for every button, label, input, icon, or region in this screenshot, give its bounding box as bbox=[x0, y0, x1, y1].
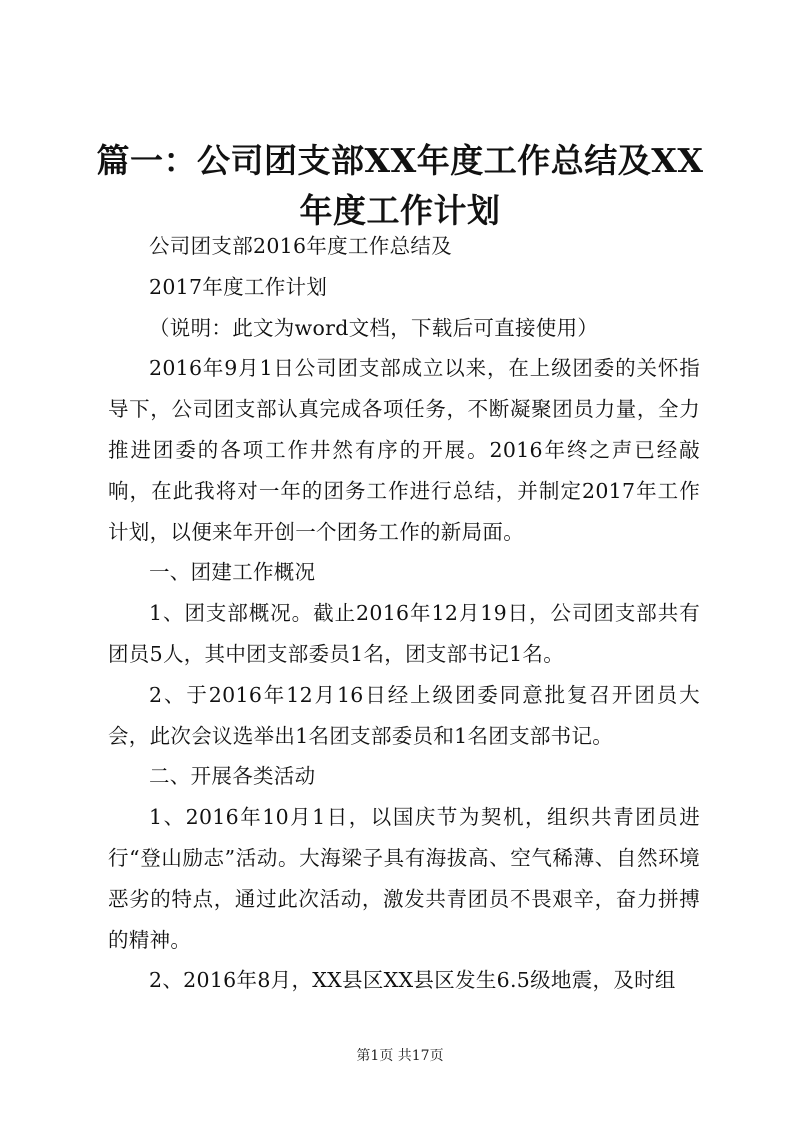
body-paragraph: 2、2016年8月，XX县区XX县区发生6.5级地震，及时组 bbox=[149, 968, 676, 993]
section-heading: 二、开展各类活动 bbox=[149, 764, 316, 789]
body-paragraph: （说明：此文为word文档，下载后可直接使用） bbox=[149, 315, 599, 340]
page-footer: 第1页 共17页 bbox=[356, 1048, 444, 1064]
document-title: 篇一：公司团支部XX年度工作总结及XX年度工作计划 bbox=[96, 141, 704, 230]
body-paragraph: 2016年9月1日公司团支部成立以来，在上级团委的关怀指导下，公司团支部认真完成各项任务，不断凝聚团员力量，全力推进团委的各项工作井然有序的开展。2016年终之声已经敲响，在此我将对一年的团务工作进行总结，并制定2017年工作计划，以便来年开创一个团务工作的新局面。 bbox=[108, 356, 700, 544]
document-body bbox=[108, 226, 700, 1001]
body-paragraph: 公司团支部2016年度工作总结及 bbox=[149, 234, 452, 258]
body-paragraph: 1、团支部概况。截止2016年12月19日，公司团支部共有团员5人，其中团支部委员1名，团支部书记1名。 bbox=[108, 601, 700, 666]
body-paragraph: 1、2016年10月1日，以国庆节为契机，组织共青团员进行“登山励志”活动。大海梁子具有海拔高、空气稀薄、自然环境恶劣的特点，通过此次活动，激发共青团员不畏艰辛，奋力拼搏的精神。 bbox=[108, 805, 700, 952]
body-paragraph: 2、于2016年12月16日经上级团委同意批复召开团员大会，此次会议选举出1名团支部委员和1名团支部书记。 bbox=[108, 682, 700, 748]
section-heading: 一、团建工作概况 bbox=[149, 560, 316, 585]
body-paragraph: 2017年度工作计划 bbox=[149, 274, 328, 299]
